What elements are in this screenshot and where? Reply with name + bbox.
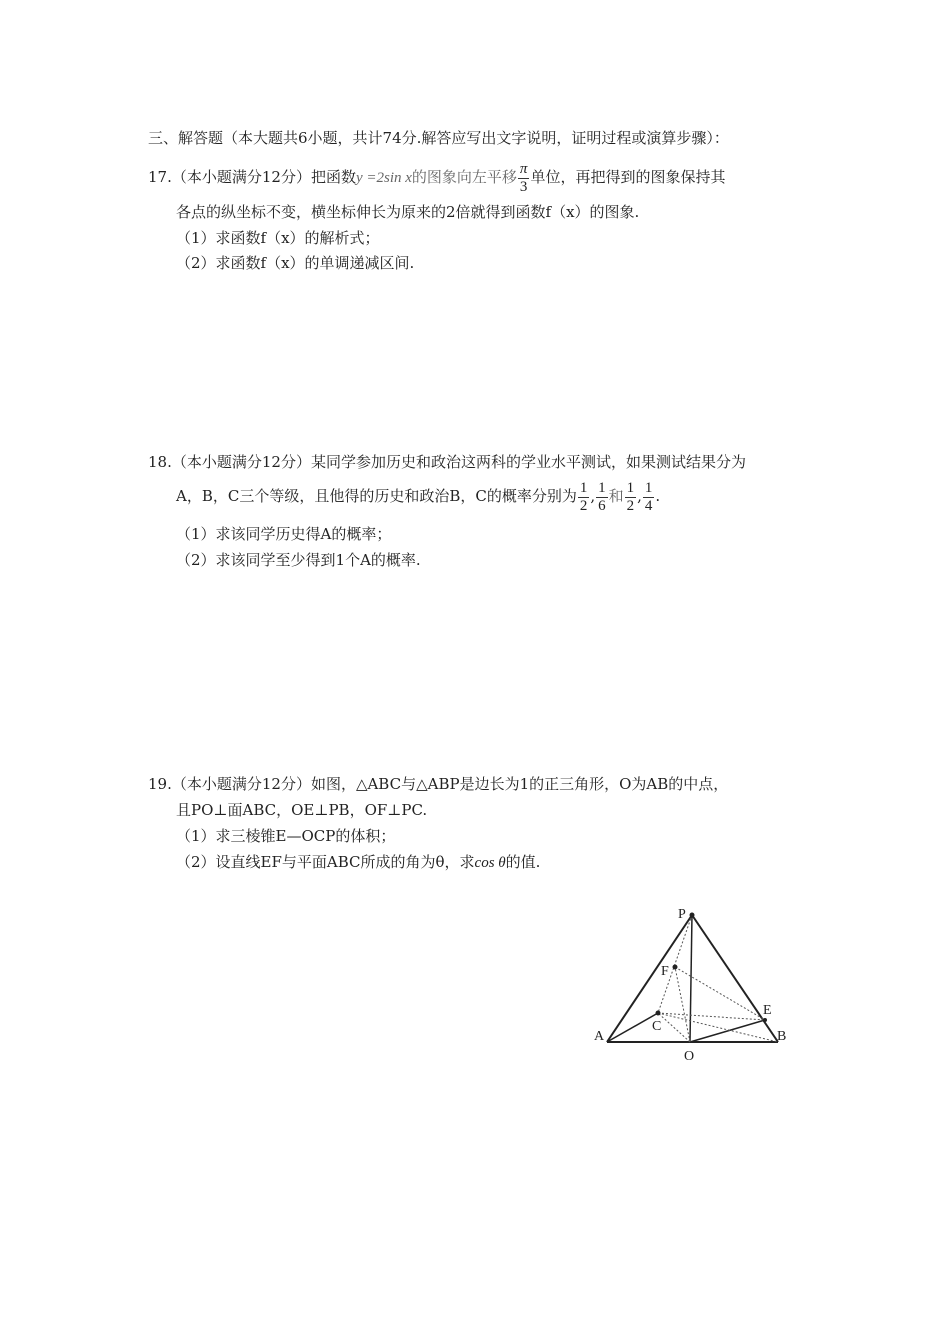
q18-frac-4 [643, 480, 655, 515]
q18-line2-text: A，B，C三个等级，且他得的历史和政治B，C的概率分别为 [176, 487, 577, 505]
q18-frac-1 [578, 480, 590, 515]
q18-sep2: , [637, 487, 642, 505]
q18-line1: 18.（本小题满分12分）某同学参加历史和政治这两科的学业水平测试，如果测试结果分为 [148, 453, 746, 471]
label-P: P [678, 907, 686, 922]
q17-formula: y =2sin x [355, 170, 412, 186]
q17-part1: （1）求函数f（x）的解析式； [176, 229, 380, 247]
q18-part1: （1）求该同学历史得A的概率； [176, 525, 392, 543]
point-F [673, 965, 678, 970]
point-P [690, 913, 695, 918]
q18-frac-3 [625, 480, 637, 515]
figure-dashed-edges [658, 915, 778, 1042]
label-F: F [661, 964, 669, 979]
q18-line2 [176, 476, 660, 517]
q18-frac-2 [596, 480, 608, 515]
q18-frac-4-den: 4 [644, 497, 653, 514]
q17-line2: 各点的纵坐标不变，横坐标伸长为原来的2倍就得到函数f（x）的图象. [176, 203, 640, 221]
point-C [656, 1011, 661, 1016]
q18-frac-1-den: 2 [579, 497, 588, 514]
q18-frac-4-num: 1 [644, 479, 653, 496]
label-C: C [652, 1019, 662, 1034]
edge-EF [675, 967, 765, 1020]
figure-solid-edges [607, 915, 778, 1042]
label-O: O [684, 1049, 695, 1064]
q17-frac-den: 3 [519, 178, 528, 195]
q19-part1: （1）求三棱锥E—OCP的体积； [176, 827, 396, 845]
q17-line1 [148, 160, 725, 196]
q18-end: . [655, 487, 661, 505]
q18-frac-2-num: 1 [598, 479, 606, 496]
q17-shift-text: 的图象向左平移 [411, 170, 517, 186]
point-E [763, 1018, 767, 1022]
q19-part2 [176, 852, 540, 873]
edge-AC [607, 1013, 658, 1042]
q17-line1-end: 单位，再把得到的图象保持其 [530, 168, 726, 186]
label-E: E [763, 1003, 772, 1018]
pyramid-figure [585, 900, 805, 1070]
edge-PA [607, 915, 692, 1042]
q18-sep1: , [590, 487, 596, 505]
q18-frac-3-den: 2 [626, 497, 635, 514]
q17-part2: （2）求函数f（x）的单调递减区间. [176, 254, 415, 272]
q17-intro: 17.（本小题满分12分）把函数 [148, 168, 356, 186]
edge-PO [690, 915, 692, 1042]
q17-fraction [518, 161, 530, 196]
q19-cos-theta: cos θ [474, 855, 506, 871]
edge-PB [692, 915, 778, 1042]
q18-and: 和 [608, 489, 624, 505]
q19-part2-text: （2）设直线EF与平面ABC所成的角为θ，求 [176, 853, 475, 871]
q19-line1: 19.（本小题满分12分）如图，△ABC与△ABP是边长为1的正三角形，O为AB的中点， [148, 775, 729, 793]
q18-frac-1-num: 1 [579, 479, 588, 496]
q18-frac-2-den: 6 [598, 497, 606, 514]
q18-frac-3-num: 1 [626, 479, 635, 496]
q17-frac-num: π [519, 160, 528, 177]
label-B: B [777, 1029, 787, 1044]
q19-part2-end: 的值. [505, 853, 541, 871]
q18-part2: （2）求该同学至少得到1个A的概率. [176, 551, 421, 569]
label-A: A [594, 1029, 605, 1044]
q19-line2: 且PO⊥面ABC，OE⊥PB，OF⊥PC. [176, 801, 428, 819]
section-header: 三、解答题（本大题共6小题，共计74分.解答应写出文字说明，证明过程或演算步骤）： [148, 129, 729, 147]
